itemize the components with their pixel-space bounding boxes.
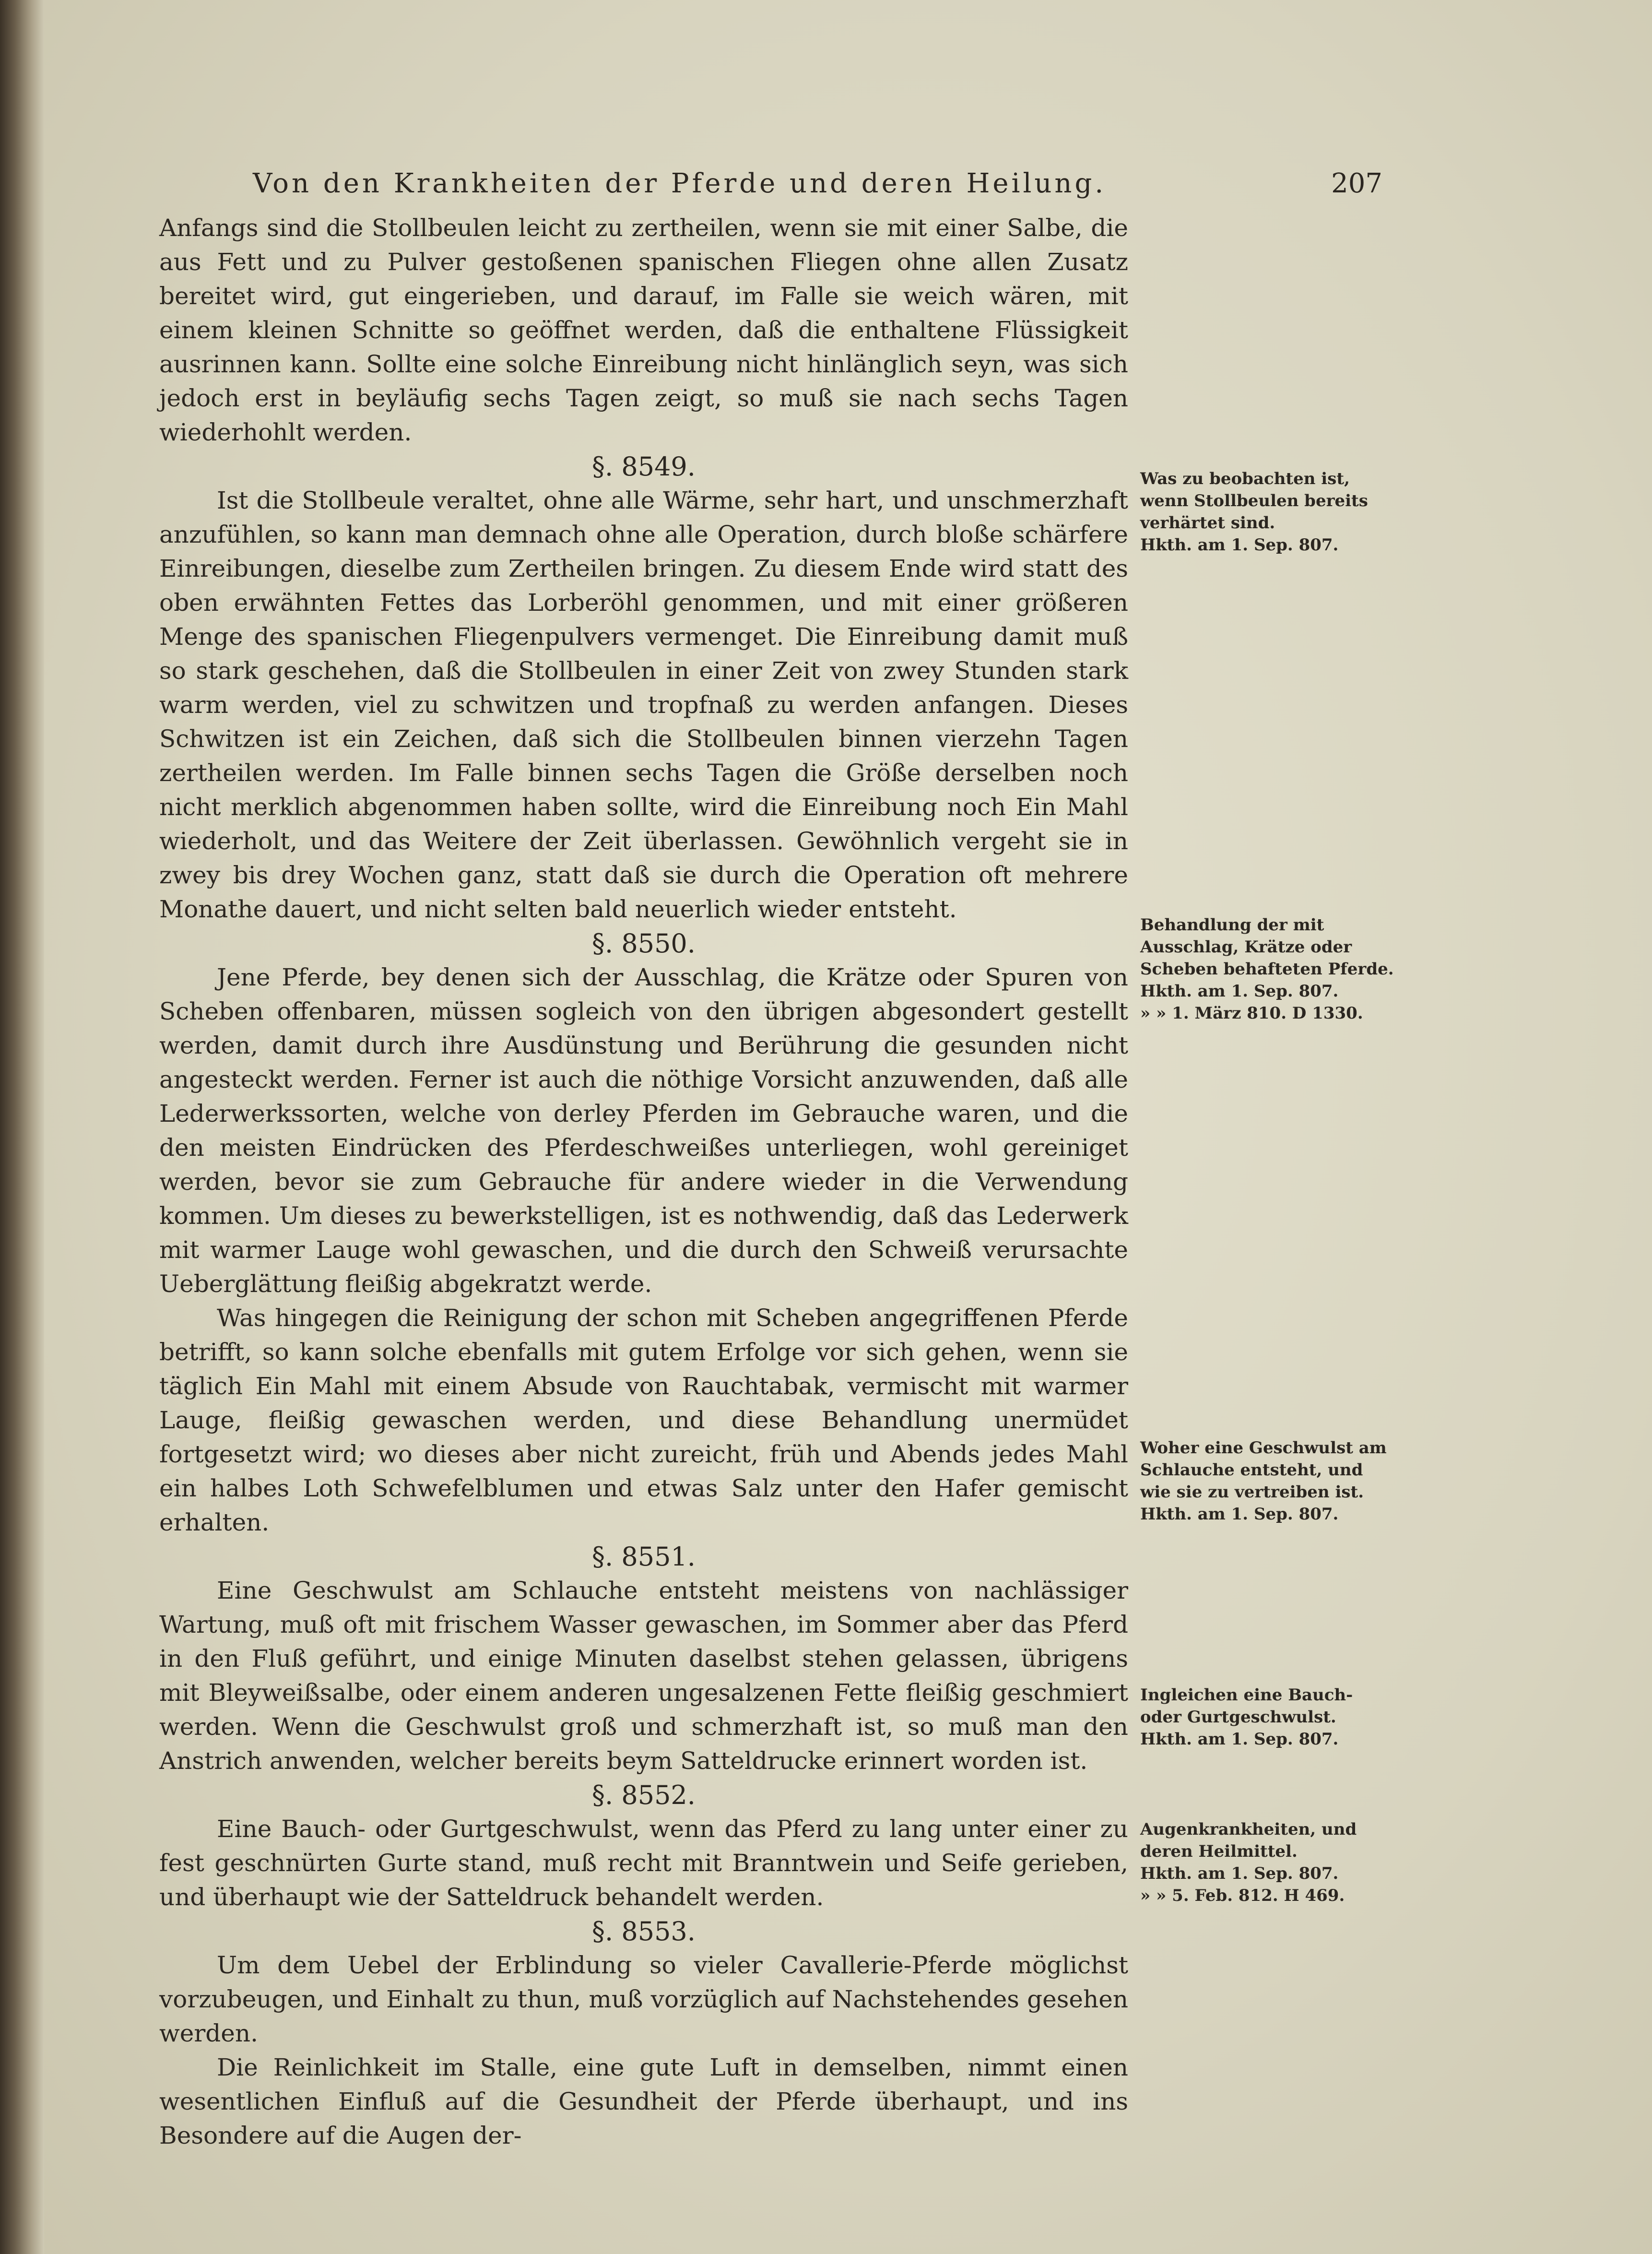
margin-note-text: Behandlung der mit Ausschlag, Krätze oder Scheben behafteten Pferde. [1140, 915, 1394, 979]
margin-note-text: Ingleichen eine Bauch- oder Gurtgeschwulst. [1140, 1685, 1353, 1727]
margin-note-reference: » » 5. Feb. 812. H 469. [1140, 1886, 1345, 1905]
paragraph-8552: Eine Bauch- oder Gurtgeschwulst, wenn das Pferd zu lang unter einer zu fest geschnürten Gurte stand, muß recht mit Branntwein und Seife gerieben, und überhaupt wie der Satteldruck behandelt werden. [159, 1815, 1128, 1911]
paragraph-8550-b: Was hingegen die Reinigung der schon mit Scheben angegriffenen Pferde betrifft, so kann solche ebenfalls mit gutem Erfolge vor sich gehen, wenn sie täglich Ein Mahl mit einem Absude von Rauchtabak, vermischt mit warmer Lauge, fleißig gewaschen werden, und diese Behandlung unermüdet fortgesetzt wird; wo dieses aber nicht zureicht, früh und Abends jedes Mahl ein halbes Loth Schwefelblumen und etwas Salz unter den Hafer gemischt erhalten. [159, 1304, 1128, 1536]
margin-note-reference: Hkth. am 1. Sep. 807. [1140, 982, 1339, 1001]
margin-note-8552 [1140, 1684, 1394, 1750]
margin-note-reference: Hkth. am 1. Sep. 807. [1140, 1505, 1339, 1524]
margin-note-reference: » » 1. März 810. D 1330. [1140, 1004, 1363, 1023]
section-heading-8551: §. 8551. [592, 1542, 696, 1572]
section-heading-8550: §. 8550. [592, 928, 696, 959]
margin-note-text: Woher eine Geschwulst am Schlauche entsteht, und wie sie zu vertreiben ist. [1140, 1438, 1387, 1502]
section-heading-8549: §. 8549. [592, 451, 696, 482]
margin-note-text: Augenkrankheiten, und deren Heilmittel. [1140, 1820, 1357, 1861]
margin-note-8551 [1140, 1437, 1394, 1525]
paragraph-8553-a: Um dem Uebel der Erblindung so vieler Cavallerie-Pferde möglichst vorzubeugen, und Einhalt zu thun, muß vorzüglich auf Nachstehendes gesehen werden. [159, 1951, 1128, 2047]
section-heading-8553: §. 8553. [592, 1916, 696, 1946]
margin-note-reference: Hkth. am 1. Sep. 807. [1140, 1730, 1339, 1749]
book-page [44, 0, 1652, 2254]
margin-note-reference: Hkth. am 1. Sep. 807. [1140, 535, 1339, 555]
page-number: 207 [1331, 168, 1382, 199]
paragraph-8553-b: Die Reinlichkeit im Stalle, eine gute Luft in demselben, nimmt einen wesentlichen Einfluß auf die Gesundheit der Pferde überhaupt, und ins Besondere auf die Augen der- [159, 2053, 1128, 2149]
paragraph-8550-a: Jene Pferde, bey denen sich der Ausschlag, die Krätze oder Spuren von Scheben offenbaren, müssen sogleich von den übrigen abgesondert gestellt werden, damit durch ihre Ausdünstung und Berührung die gesunden nicht angesteckt werden. Ferner ist auch die nöthige Vorsicht anzuwenden, daß alle Lederwerkssorten, welche von derley Pferden im Gebrauche waren, und die den meisten Eindrücken des Pferdeschweißes unterliegen, wohl gereiniget werden, bevor sie zum Gebrauche für andere wieder in die Verwendung kommen. Um dieses zu bewerkstelligen, ist es nothwendig, daß das Lederwerk mit warmer Lauge wohl gewaschen, und die durch den Schweiß verursachte Ueberglättung fleißig abgekratzt werde. [159, 963, 1128, 1298]
margin-note-8550 [1140, 914, 1394, 1024]
book-spine [0, 0, 44, 2254]
section-heading-8552: §. 8552. [592, 1780, 696, 1810]
main-text [159, 211, 1128, 2153]
paragraph-8551: Eine Geschwulst am Schlauche entsteht meistens von nachlässiger Wartung, muß oft mit frischem Wasser gewaschen, im Sommer aber das Pferd in den Fluß geführt, und einige Minuten daselbst stehen gelassen, übrigens mit Bleyweißsalbe, oder einem anderen ungesalzenen Fette fleißig geschmiert werden. Wenn die Geschwulst groß und schmerzhaft ist, so muß man den Anstrich anwenden, welcher bereits beym Satteldrucke erinnert worden ist. [159, 1577, 1128, 1775]
margin-note-8553 [1140, 1818, 1394, 1907]
running-header: Von den Krankheiten der Pferde und deren Heilung. [253, 168, 1107, 199]
paragraph-8549: Ist die Stollbeule veraltet, ohne alle Wärme, sehr hart, und unschmerzhaft anzufühlen, so kann man demnach ohne alle Operation, durch bloße schärfere Einreibungen, dieselbe zum Zertheilen bringen. Zu diesem Ende wird statt des oben erwähnten Fettes das Lorberöhl genommen, und mit einer größeren Menge des spanischen Fliegenpulvers vermenget. Die Einreibung damit muß so stark geschehen, daß die Stollbeulen in einer Zeit von zwey Stunden stark warm werden, viel zu schwitzen und tropfnaß zu werden anfangen. Dieses Schwitzen ist ein Zeichen, daß sich die Stollbeulen binnen vierzehn Tagen zertheilen werden. Im Falle binnen sechs Tagen die Größe derselben noch nicht merklich abgenommen haben sollte, wird die Einreibung noch Ein Mahl wiederholt, und das Weitere der Zeit überlassen. Gewöhnlich vergeht sie in zwey bis drey Wochen ganz, statt daß sie durch die Operation oft mehrere Monathe dauert, und nicht selten bald neuerlich wieder entsteht. [159, 486, 1128, 923]
margin-note-reference: Hkth. am 1. Sep. 807. [1140, 1864, 1339, 1883]
margin-note-text: Was zu beobachten ist, wenn Stollbeulen bereits verhärtet sind. [1140, 469, 1368, 533]
paragraph-continued: Anfangs sind die Stollbeulen leicht zu zertheilen, wenn sie mit einer Salbe, die aus Fett und zu Pulver gestoßenen spanischen Fliegen ohne allen Zusatz bereitet wird, gut eingerieben, und darauf, im Falle sie weich wären, mit einem kleinen Schnitte so geöffnet werden, daß die enthaltene Flüssigkeit ausrinnen kann. Sollte eine solche Einreibung nicht hinlänglich seyn, was sich jedoch erst in beyläufig sechs Tagen zeigt, so muß sie nach sechs Tagen wiederhohlt werden. [159, 214, 1128, 446]
margin-note-8549 [1140, 468, 1394, 556]
